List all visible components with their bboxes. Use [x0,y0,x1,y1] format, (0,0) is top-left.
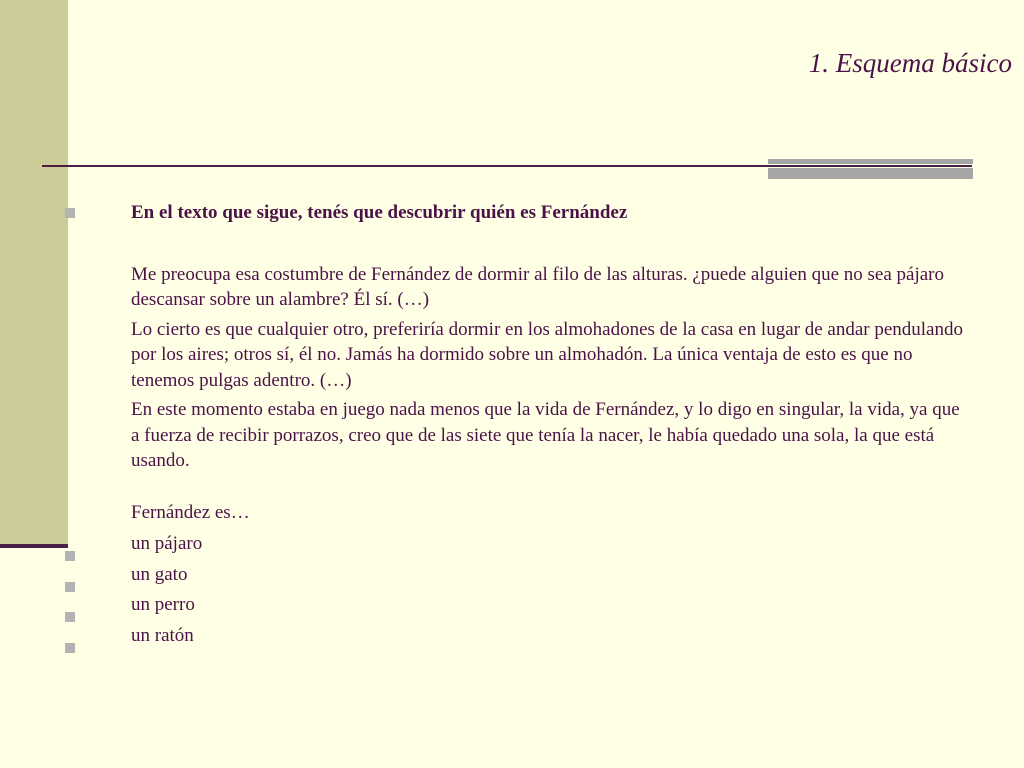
option-item: un pájaro [131,533,203,554]
bullet-icon [65,551,75,561]
instruction-heading: En el texto que sigue, tenés que descubrir quién es Fernández [131,202,628,223]
answer-options [131,529,971,651]
decorative-gray-block [768,159,973,179]
left-decorative-bar [0,0,68,545]
slide-title: 1. Esquema básico [808,48,1012,78]
bullet-icon [65,582,75,592]
option-item: un ratón [131,624,194,646]
text-paragraph-3: En este momento estaba en juego nada menos que la vida de Fernández, y lo digo en singular, la vida, ya que a fuerza de recibir porrazos, creo que de las siete que tenía la nacer, le había quedado una sola, la que está usando. [131,399,960,471]
slide-body [131,200,971,651]
text-paragraph-1: Me preocupa esa costumbre de Fernández de dormir al filo de las alturas. ¿puede alguien que no sea pájaro descansar sobre un alambre? Él sí. (…) [131,263,944,310]
bullet-icon [65,612,75,622]
left-bar-underline [0,544,68,548]
gray-stripe-top [768,159,973,164]
gray-stripe-bottom [768,168,973,179]
text-paragraph-2: Lo cierto es que cualquier otro, preferiría dormir en los almohadones de la casa en lugar de andar pendulando por los aires; otros sí, él no. Jamás ha dormido sobre un almohadón. La única ventaja de esto es que no tenemos pulgas adentro. (…) [131,318,963,391]
question-text: Fernández es… [131,501,250,523]
option-item: un gato [131,563,188,585]
bullet-icon [65,643,75,653]
bullet-icon [65,208,75,218]
option-item: un perro [131,594,195,615]
